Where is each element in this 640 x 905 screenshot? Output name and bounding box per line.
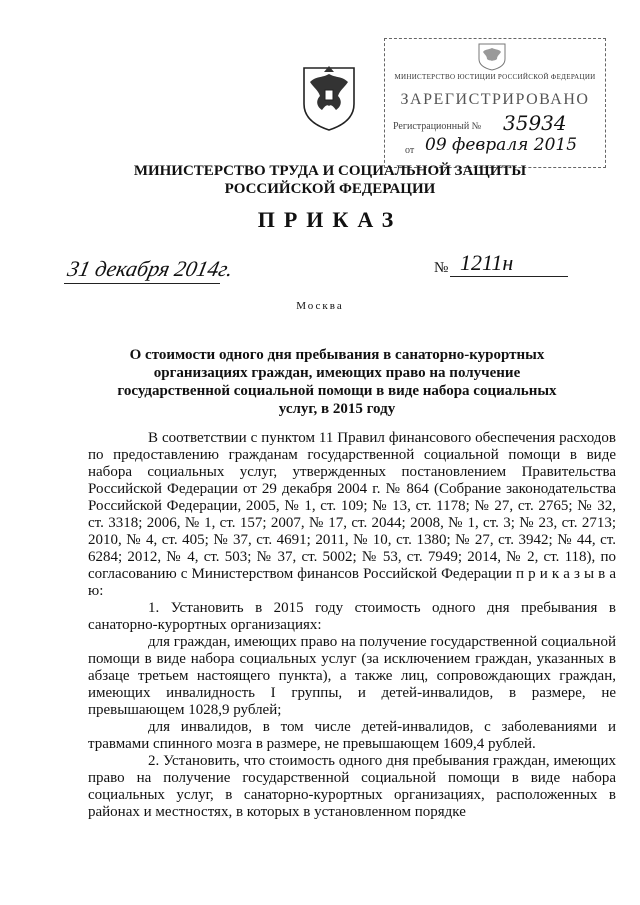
city-name: Москва (296, 300, 344, 312)
coat-of-arms-emblem (298, 60, 360, 132)
stamp-reg-date: 09 февраля 2015 (425, 135, 578, 155)
order-number-label: № (434, 260, 449, 276)
paragraph-item-2: 2. Установить, что стоимость одного дня пребывания граждан, имеющих право на получение государственной социальной помощи в виде набора социальных услуг, в санаторно-курортных организациях, расположенных в районах и местностях, в которых в установленном порядке (88, 753, 616, 820)
paragraph-item-1-sub-2: для инвалидов, в том числе детей-инвалидов, с заболеваниями и травмами спинного мозга в размере, не превышающем 1609,4 рублей. (88, 719, 616, 752)
order-date: 31 декабря 2014г. (65, 256, 236, 281)
order-number: 1211н (460, 250, 514, 275)
date-underline (64, 283, 220, 284)
paragraph-item-1: 1. Установить в 2015 году стоимость одного дня пребывания в санаторно-курортных организациях: (88, 600, 616, 633)
number-underline (450, 276, 568, 277)
order-title: О стоимости одного дня пребывания в санаторно-курортных организациях граждан, имеющих право на получение государственной социальной помощи в виде набора социальных услуг, в 2015 году (117, 347, 557, 417)
stamp-emblem-icon (475, 41, 509, 71)
ministry-name: МИНИСТЕРСТВО ТРУДА И СОЦИАЛЬНОЙ ЗАЩИТЫ РОССИЙСКОЙ ФЕДЕРАЦИИ (133, 163, 527, 197)
stamp-ministry-header: МИНИСТЕРСТВО ЮСТИЦИИ РОССИЙСКОЙ ФЕДЕРАЦИИ (394, 73, 596, 81)
document-type-title: ПРИКАЗ (257, 207, 403, 232)
paragraph-item-1-sub-1: для граждан, имеющих право на получение государственной социальной помощи в виде набора социальных услуг (за исключением граждан, указанных в абзаце третьем настоящего пункта), а также лиц, сопровождающих граждан, имеющих инвалидность I группы, и детей-инвалидов, в размере, не превышающем 1028,9 рублей; (88, 634, 616, 718)
stamp-reg-number-label: Регистрационный № (393, 121, 482, 132)
registration-stamp (384, 38, 606, 168)
paragraph-preamble: В соответствии с пунктом 11 Правил финансового обеспечения расходов по предоставлению гражданам государственной социальной помощи в виде набора социальных услуг, утвержденных постановлением Правительства Российской Федерации от 29 декабря 2004 г. № 864 (Собрание законодательства Российской Федерации, 2005, № 1, ст. 109; № 13, ст. 1178; № 27, ст. 2765; № 32, ст. 3318; 2006, № 1, ст. 157; 2007, № 17, ст. 2044; 2008, № 1, ст. 3; № 23, ст. 2713; 2010, № 4, ст. 405; № 37, ст. 4691; 2011, № 10, ст. 1380; № 27, ст. 3942; № 44, ст. 6284; 2012, № 4, ст. 503; № 37, ст. 5002; № 53, ст. 7949; 2014, № 2, ст. 118), по согласованию с Министерством финансов Российской Федерации п р и к а з ы в а ю: (88, 430, 616, 599)
stamp-date-label: от (405, 145, 415, 156)
stamp-reg-number: 35934 (503, 111, 567, 135)
order-body (88, 430, 616, 821)
stamp-registered-label: ЗАРЕГИСТРИРОВАНО (400, 91, 590, 108)
